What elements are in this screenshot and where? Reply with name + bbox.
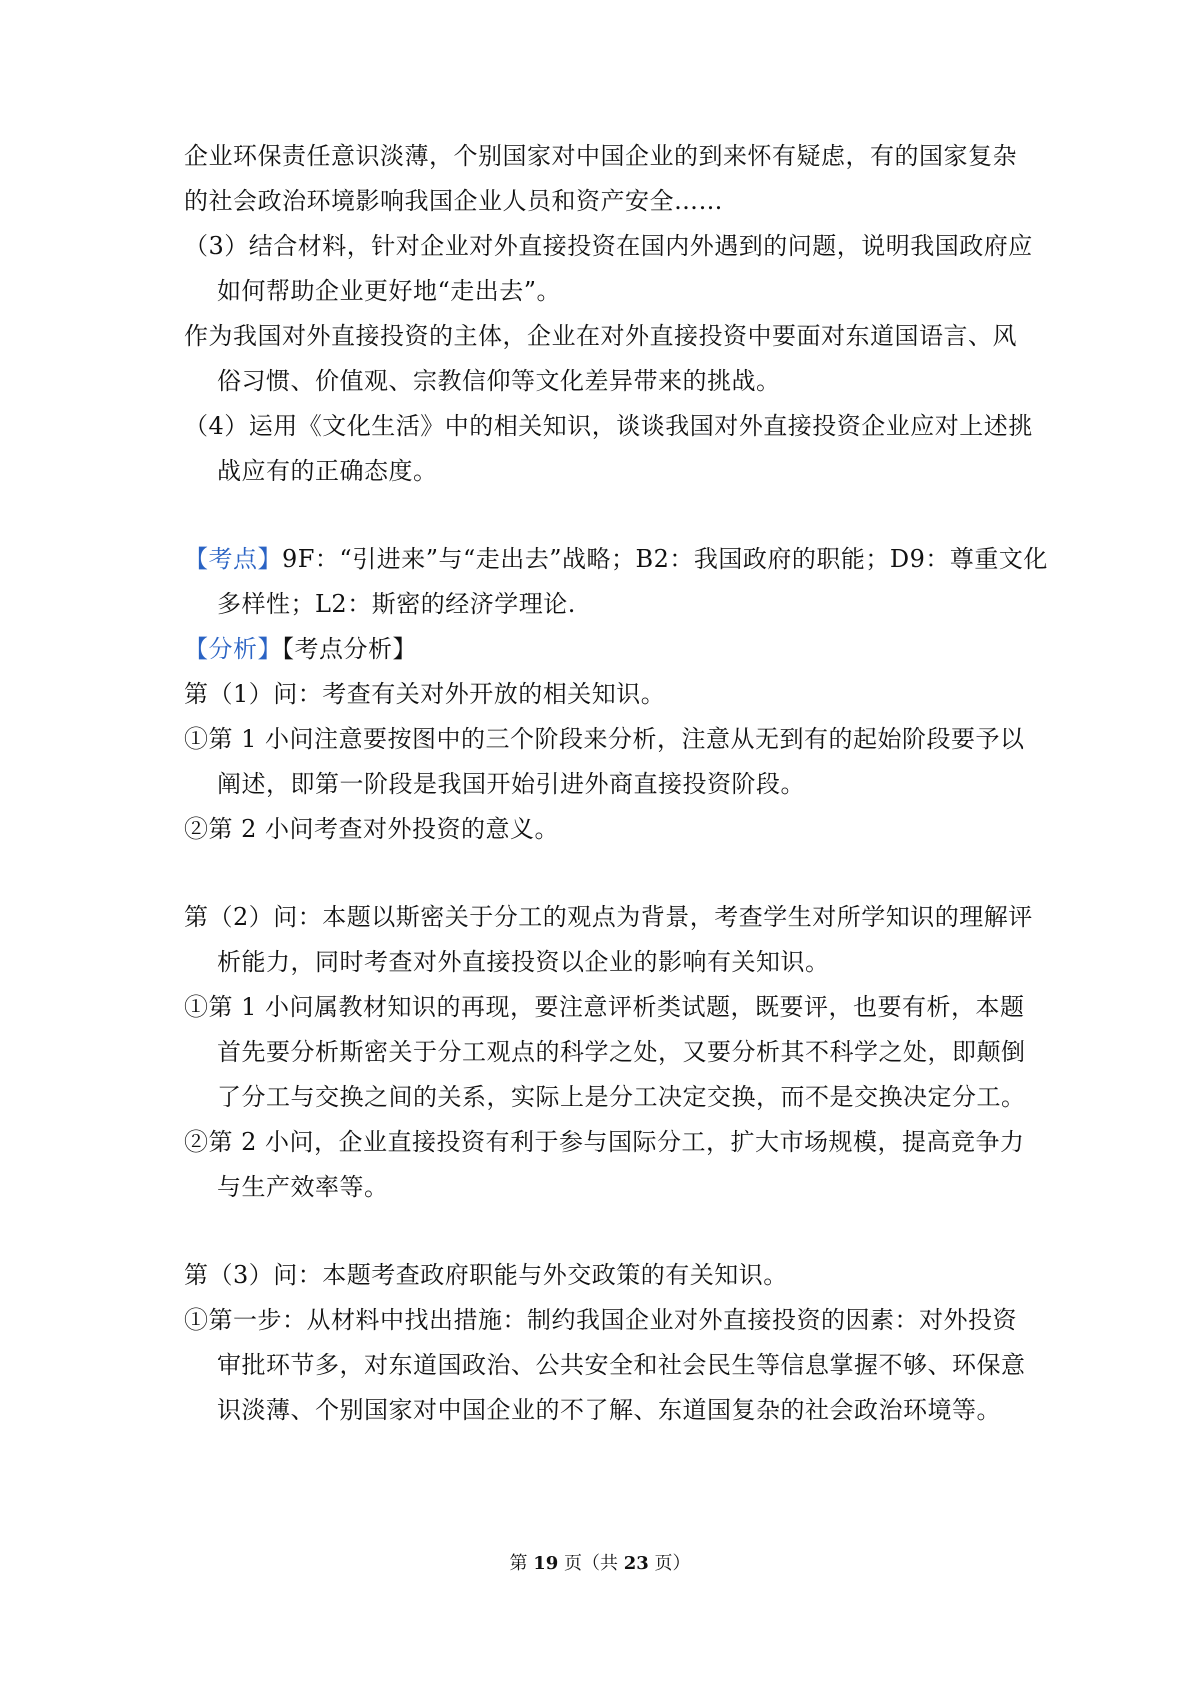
material-continued-line-2: 的社会政治环境影响我国企业人员和资产安全…… — [184, 187, 723, 215]
fenxi-subtitle: 【考点分析】 — [282, 635, 417, 663]
footer-middle: 页（共 — [558, 1553, 624, 1574]
analysis-3-heading: 第（3）问：本题考查政府职能与外交政策的有关知识。 — [184, 1261, 788, 1289]
analysis-2-heading-line-1: 第（2）问：本题以斯密关于分工的观点为背景，考查学生对所学知识的理解评 — [184, 903, 1033, 931]
analysis-3-point-1-line-2: 审批环节多，对东道国政治、公共安全和社会民生等信息掌握不够、环保意 — [217, 1351, 1026, 1379]
fenxi-section — [184, 625, 1024, 673]
material-4-line-1: 作为我国对外直接投资的主体，企业在对外直接投资中要面对东道国语言、风 — [184, 322, 1017, 350]
analysis-2-point-1-line-1: ①第 1 小问属教材知识的再现，要注意评析类试题，既要评，也要有析，本题 — [184, 993, 1025, 1021]
analysis-2-point-1-line-2: 首先要分析斯密关于分工观点的科学之处，又要分析其不科学之处，即颠倒 — [217, 1038, 1026, 1066]
analysis-2-heading-line-2: 析能力，同时考查对外直接投资以企业的影响有关知识。 — [217, 948, 830, 976]
analysis-1-heading: 第（1）问：考查有关对外开放的相关知识。 — [184, 680, 666, 708]
question-3-line-1: （3）结合材料，针对企业对外直接投资在国内外遇到的问题，说明我国政府应 — [184, 232, 1033, 260]
analysis-2-point-2-line-2: 与生产效率等。 — [217, 1173, 389, 1201]
analysis-2-point-2-line-1: ②第 2 小问，企业直接投资有利于参与国际分工，扩大市场规模，提高竞争力 — [184, 1128, 1025, 1156]
analysis-1-point-1-line-2: 阐述，即第一阶段是我国开始引进外商直接投资阶段。 — [217, 770, 805, 798]
analysis-3-point-1-line-3: 识淡薄、个别国家对中国企业的不了解、东道国复杂的社会政治环境等。 — [217, 1396, 1001, 1424]
footer-page-number: 19 — [533, 1553, 559, 1574]
footer-prefix: 第 — [509, 1553, 534, 1574]
analysis-1-point-1-line-1: ①第 1 小问注意要按图中的三个阶段来分析，注意从无到有的起始阶段要予以 — [184, 725, 1025, 753]
material-4-line-2: 俗习惯、价值观、宗教信仰等文化差异带来的挑战。 — [217, 367, 781, 395]
analysis-1-point-2: ②第 2 小问考查对外投资的意义。 — [184, 815, 560, 843]
question-4-line-2: 战应有的正确态度。 — [217, 457, 438, 485]
footer-suffix: 页） — [648, 1553, 691, 1574]
material-continued-line-1: 企业环保责任意识淡薄，个别国家对中国企业的到来怀有疑虑，有的国家复杂 — [184, 142, 1017, 170]
kaodian-tag: 【考点】 — [184, 545, 282, 573]
page-footer — [0, 1552, 1200, 1576]
kaodian-section — [184, 535, 1048, 583]
question-3-line-2: 如何帮助企业更好地“走出去”。 — [217, 277, 562, 305]
analysis-2-point-1-line-3: 了分工与交换之间的关系，实际上是分工决定交换，而不是交换决定分工。 — [217, 1083, 1026, 1111]
question-4-line-1: （4）运用《文化生活》中的相关知识，谈谈我国对外直接投资企业应对上述挑 — [184, 412, 1033, 440]
fenxi-tag: 【分析】 — [184, 635, 282, 663]
kaodian-text-line-2: 多样性；L2：斯密的经济学理论. — [217, 590, 576, 618]
analysis-3-point-1-line-1: ①第一步：从材料中找出措施：制约我国企业对外直接投资的因素：对外投资 — [184, 1306, 1017, 1334]
footer-total-pages: 23 — [623, 1553, 649, 1574]
kaodian-text-line-1: 9F：“引进来”与“走出去”战略；B2：我国政府的职能；D9：尊重文化 — [282, 545, 1048, 573]
